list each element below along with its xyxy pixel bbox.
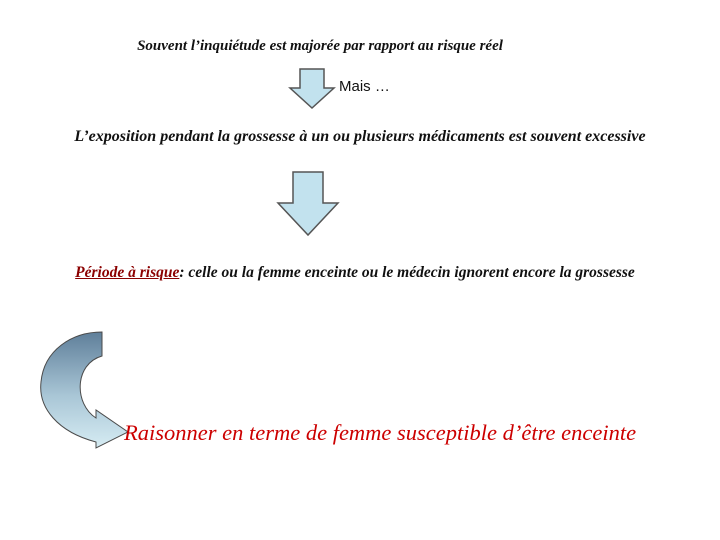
risk-period-label: Période à risque bbox=[75, 264, 180, 281]
exposure-statement: L’exposition pendant la grossesse à un ou plusieurs médicaments est souvent excessive bbox=[74, 128, 646, 145]
down-arrow-icon bbox=[288, 68, 336, 110]
down-arrow-icon bbox=[276, 171, 340, 237]
risk-period-statement bbox=[0, 264, 710, 282]
intro-statement: Souvent l’inquiétude est majorée par rapport au risque réel bbox=[137, 38, 503, 54]
risk-period-text: : celle ou la femme enceinte ou le médecin ignorent encore la grossesse bbox=[179, 264, 635, 281]
curved-arrow-icon bbox=[36, 326, 136, 452]
mais-label: Mais … bbox=[339, 78, 390, 95]
conclusion-statement: Raisonner en terme de femme susceptible d’être enceinte bbox=[124, 420, 637, 445]
